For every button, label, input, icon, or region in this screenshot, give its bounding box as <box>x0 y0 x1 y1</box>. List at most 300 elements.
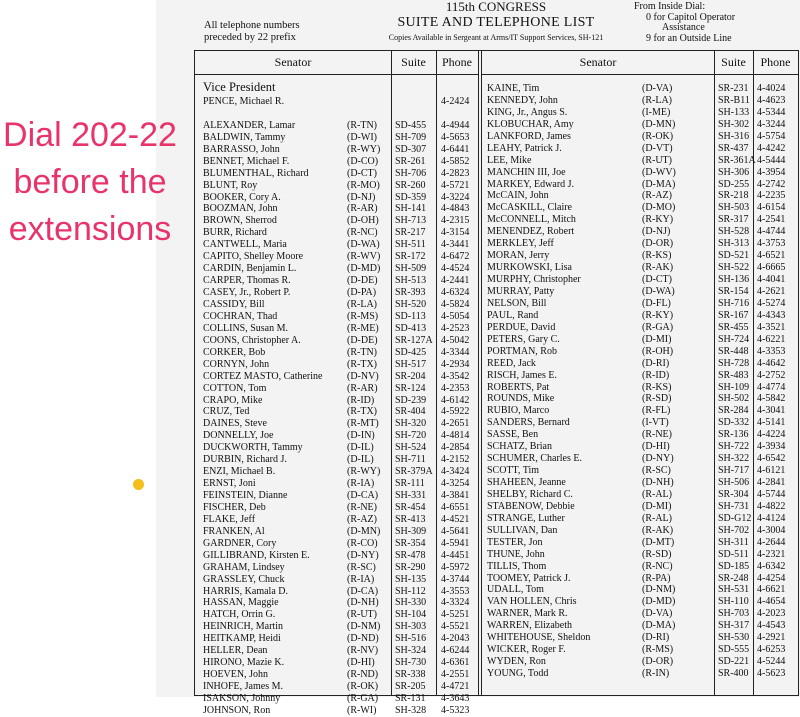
senator-name: FISCHER, Deb <box>203 501 266 513</box>
senator-name: CAPITO, Shelley Moore <box>203 251 304 263</box>
dial-instruction-annotation <box>0 112 180 253</box>
senator-party: (D-CT) <box>642 274 672 286</box>
senator-party: (D-VT) <box>642 142 673 154</box>
senator-suite: SH-728 <box>718 357 750 369</box>
senator-name: SCHUMER, Charles E. <box>487 453 582 465</box>
senator-party: (D-CA) <box>347 585 379 597</box>
senator-suite: SH-313 <box>718 238 750 250</box>
senator-name: TESTER, Jon <box>487 536 543 548</box>
senator-party: (D-NY) <box>642 453 674 465</box>
senator-phone: 4-2043 <box>441 633 470 645</box>
senator-party: (R-AZ) <box>642 190 672 202</box>
senator-name: ENZI, Michael B. <box>203 466 276 478</box>
senator-phone: 4-2921 <box>757 632 786 644</box>
senator-party: (D-RI) <box>642 357 670 369</box>
senator-party: (R-TX) <box>347 358 377 370</box>
senator-phone: 4-3753 <box>757 238 786 250</box>
senator-phone: 4-4721 <box>441 681 470 693</box>
senator-phone: 4-4224 <box>757 429 786 441</box>
senator-party: (R-SD) <box>642 548 672 560</box>
senator-suite: SR-483 <box>718 369 749 381</box>
senator-suite: SH-316 <box>718 130 750 142</box>
senator-name: VAN HOLLEN, Chris <box>487 596 577 608</box>
senator-party: (R-GA) <box>642 321 674 333</box>
senator-party: (D-MN) <box>642 118 676 130</box>
senator-name: BOOKER, Cory A. <box>203 191 281 203</box>
senator-party: (D-ND) <box>347 633 379 645</box>
senator-party: (R-AL) <box>642 488 672 500</box>
senator-party: (D-CO) <box>347 155 379 167</box>
senator-party: (R-MO) <box>347 179 380 191</box>
senator-party: (R-NE) <box>642 429 672 441</box>
senator-name: DUCKWORTH, Tammy <box>203 442 303 454</box>
senator-name: McCASKILL, Claire <box>487 202 572 214</box>
senator-phone: 4-6244 <box>441 645 470 657</box>
senator-suite: SR-478 <box>395 549 426 561</box>
senator-name: BALDWIN, Tammy <box>203 131 286 143</box>
senator-party: (R-TN) <box>347 119 377 131</box>
senator-suite: SH-717 <box>718 465 750 477</box>
senator-phone: 4-6551 <box>441 501 470 513</box>
senator-party: (R-PA) <box>642 572 671 584</box>
senator-suite: SR-304 <box>718 488 749 500</box>
senator-party: (R-NC) <box>642 560 673 572</box>
senator-party: (R-WV) <box>347 251 381 263</box>
senator-suite: SR-354 <box>395 537 426 549</box>
senator-suite: SH-706 <box>395 167 427 179</box>
senator-party: (R-AR) <box>347 203 378 215</box>
senator-name: LANKFORD, James <box>487 130 571 142</box>
senator-name: PORTMAN, Rob <box>487 345 557 357</box>
senator-name: TILLIS, Thom <box>487 560 547 572</box>
senator-party: (R-KY) <box>642 214 674 226</box>
senator-phone: 4-6441 <box>441 143 470 155</box>
senator-suite: SR-448 <box>718 345 749 357</box>
senator-phone: 4-2023 <box>757 608 786 620</box>
senator-name: HARRIS, Kamala D. <box>203 585 288 597</box>
senator-phone: 4-6665 <box>757 262 786 274</box>
senator-party: (R-KS) <box>642 250 672 262</box>
senator-name: BOOZMAN, John <box>203 203 278 215</box>
senator-phone: 4-5323 <box>441 704 470 716</box>
senator-suite: SR-136 <box>718 429 749 441</box>
senator-phone: 4-4451 <box>441 549 470 561</box>
senator-name: KLOBUCHAR, Amy <box>487 118 574 130</box>
senator-name: CASEY, Jr., Robert P. <box>203 287 291 299</box>
senator-name: HELLER, Dean <box>203 645 268 657</box>
senator-name: DONNELLY, Joe <box>203 430 274 442</box>
senator-suite: SH-528 <box>718 226 750 238</box>
senator-phone: 4-2235 <box>757 190 786 202</box>
senator-party: (D-MT) <box>642 536 675 548</box>
senator-phone: 4-3841 <box>441 490 470 502</box>
senator-phone: 4-5444 <box>757 154 786 166</box>
senator-suite: SR-154 <box>718 285 749 297</box>
senator-phone: 4-3643 <box>441 693 470 704</box>
senator-phone: 4-3424 <box>441 466 470 478</box>
senator-suite: SR-218 <box>718 190 749 202</box>
senator-suite: SR-393 <box>395 287 426 299</box>
senator-phone: 4-3553 <box>441 585 470 597</box>
document-header <box>346 0 646 44</box>
senator-name: MURRAY, Patty <box>487 285 555 297</box>
senator-party: (D-MA) <box>642 178 676 190</box>
senator-party: (D-MO) <box>642 202 676 214</box>
column-header-senator: Senator <box>195 51 391 75</box>
senator-name: CORKER, Bob <box>203 346 266 358</box>
senator-party: (R-KS) <box>642 381 672 393</box>
senator-party: (R-SD) <box>642 393 672 405</box>
senator-suite: SR-127A <box>395 334 433 346</box>
prefix-note-line: preceded by 22 prefix <box>204 32 296 43</box>
senator-name: MURPHY, Christopher <box>487 274 581 286</box>
senator-suite: SH-731 <box>718 500 750 512</box>
senator-party: (D-MD) <box>347 263 381 275</box>
senator-phone: 4-4623 <box>757 94 786 106</box>
senator-name: FRANKEN, Al <box>203 525 265 537</box>
senator-party: (R-KY) <box>642 309 674 321</box>
senator-name: MURKOWSKI, Lisa <box>487 262 572 274</box>
senator-name: CORTEZ MASTO, Catherine <box>203 370 323 382</box>
vice-president-heading: Vice President <box>203 80 276 94</box>
senator-phone: 4-5972 <box>441 561 470 573</box>
senator-suite: SR-454 <box>395 501 426 513</box>
senator-name: BURR, Richard <box>203 227 267 239</box>
senator-phone: 4-4744 <box>757 226 786 238</box>
senator-party: (D-MD) <box>642 596 676 608</box>
senator-suite: SH-309 <box>395 525 427 537</box>
senator-name: SHELBY, Richard C. <box>487 488 573 500</box>
congress-label: 115th CONGRESS <box>445 0 547 14</box>
senator-phone: 4-4124 <box>757 512 786 524</box>
senator-phone: 4-5744 <box>757 488 786 500</box>
inside-dial-line: 0 for Capitol Operator <box>646 11 736 23</box>
senator-suite: SH-112 <box>395 585 426 597</box>
senator-phone: 4-3954 <box>757 166 786 178</box>
senator-party: (R-NE) <box>347 501 377 513</box>
senator-suite: SR-284 <box>718 405 749 417</box>
copies-note: Copies Available in Sergeant at Arms/IT Support Services, SH-121 <box>388 33 604 42</box>
senator-phone: 4-3344 <box>441 346 470 358</box>
senator-party: (R-ID) <box>347 394 375 406</box>
inside-dial-note <box>634 2 735 44</box>
senator-suite: SH-302 <box>718 118 750 130</box>
senator-suite: SH-511 <box>395 239 426 251</box>
senator-suite: SD-185 <box>718 560 750 572</box>
senator-name: DAINES, Steve <box>203 418 267 430</box>
senator-party: (D-NM) <box>347 621 381 633</box>
senator-phone: 4-5721 <box>441 179 470 191</box>
senator-party: (D-NV) <box>347 370 379 382</box>
senator-suite: SH-702 <box>718 524 750 536</box>
senator-party: (R-MT) <box>347 418 379 430</box>
senator-party: (R-GA) <box>347 693 379 704</box>
senator-phone: 4-5054 <box>441 310 470 322</box>
senator-suite: SD-221 <box>718 656 750 668</box>
senator-party: (R-WI) <box>347 704 377 716</box>
senator-suite: SR-413 <box>395 513 426 525</box>
senator-party: (D-IN) <box>347 430 375 442</box>
senator-suite: SD-425 <box>395 346 427 358</box>
senator-phone: 4-5754 <box>757 130 786 142</box>
senator-suite: SR-B11 <box>718 94 750 106</box>
senator-phone: 4-6142 <box>441 394 470 406</box>
senator-party: (D-MN) <box>347 525 381 537</box>
senator-suite: SR-260 <box>395 179 426 191</box>
senator-phone: 4-4242 <box>757 142 786 154</box>
senator-name: GILLIBRAND, Kirsten E. <box>203 549 310 561</box>
senator-suite: SR-231 <box>718 83 749 94</box>
senator-name: MORAN, Jerry <box>487 250 550 262</box>
senator-party: (D-WV) <box>642 166 676 178</box>
senator-phone: 4-4524 <box>441 263 470 275</box>
senator-party: (R-AR) <box>347 382 378 394</box>
senator-phone: 4-2854 <box>441 442 470 454</box>
senator-suite: SH-136 <box>718 274 750 286</box>
senator-suite: SD-521 <box>718 250 750 262</box>
senator-phone: 4-6221 <box>757 333 786 345</box>
senator-name: PAUL, Rand <box>487 309 539 321</box>
senator-suite: SH-711 <box>395 454 426 466</box>
senator-name: BARRASSO, John <box>203 143 280 155</box>
senator-suite: SH-330 <box>395 597 427 609</box>
senator-party: (R-WY) <box>347 466 381 478</box>
senator-party: (R-OH) <box>642 345 674 357</box>
senator-suite: SH-135 <box>395 573 427 585</box>
senator-suite: SD-307 <box>395 143 427 155</box>
senator-party: (D-HI) <box>347 657 375 669</box>
senator-party: (D-CT) <box>347 167 377 179</box>
senator-suite: SH-506 <box>718 477 750 489</box>
senator-suite: SR-317 <box>718 214 749 226</box>
senator-phone: 4-4343 <box>757 309 786 321</box>
senator-party: (R-MS) <box>347 310 379 322</box>
senator-suite: SR-338 <box>395 669 426 681</box>
senator-party: (R-IA) <box>347 573 375 585</box>
senator-phone: 4-2353 <box>441 382 470 394</box>
senator-suite: SD-239 <box>395 394 427 406</box>
senator-party: (D-OR) <box>642 656 674 668</box>
senator-phone: 4-5623 <box>757 668 786 680</box>
senator-name: McCAIN, John <box>487 190 549 202</box>
senator-row <box>195 667 798 680</box>
senator-name: HIRONO, Mazie K. <box>203 657 285 669</box>
senator-party: (D-IL) <box>347 442 374 454</box>
senator-name: KENNEDY, John <box>487 94 558 106</box>
senator-suite: SR-361A <box>718 154 756 166</box>
senator-suite: SR-400 <box>718 668 749 680</box>
senator-phone: 4-6621 <box>757 584 786 596</box>
column-header-suite: Suite <box>391 51 436 75</box>
senator-name: ROBERTS, Pat <box>487 381 550 393</box>
senator-phone: 4-4254 <box>757 572 786 584</box>
senator-suite: SR-204 <box>395 370 426 382</box>
senator-suite: SH-331 <box>395 490 427 502</box>
senator-suite: SH-520 <box>395 298 427 310</box>
senator-phone: 4-3521 <box>757 321 786 333</box>
senator-phone: 4-3324 <box>441 597 470 609</box>
prefix-note-line: All telephone numbers <box>204 20 300 31</box>
senator-phone: 4-4944 <box>441 119 470 131</box>
senator-name: RUBIO, Marco <box>487 405 550 417</box>
column-header-suite: Suite <box>714 51 753 75</box>
senator-suite: SH-303 <box>395 621 427 633</box>
senator-phone: 4-5941 <box>441 537 470 549</box>
senator-party: (R-WY) <box>347 143 381 155</box>
senator-name: MARKEY, Edward J. <box>487 178 575 190</box>
senator-phone: 4-5244 <box>757 656 786 668</box>
senator-suite: SH-141 <box>395 203 427 215</box>
senator-suite: SR-131 <box>395 693 426 704</box>
senator-name: HEINRICH, Martin <box>203 621 283 633</box>
column-header-phone: Phone <box>753 51 798 75</box>
senator-phone: 4-3154 <box>441 227 470 239</box>
senator-suite: SR-455 <box>718 321 749 333</box>
senator-suite: SD-555 <box>718 644 750 656</box>
senator-party: (R-AL) <box>642 512 672 524</box>
senator-suite: SH-709 <box>395 131 427 143</box>
senator-phone: 4-6342 <box>757 560 786 572</box>
senator-phone: 4-4521 <box>441 513 470 525</box>
senator-party: (D-MI) <box>642 500 672 512</box>
senator-phone: 4-2315 <box>441 215 470 227</box>
senator-phone: 4-5141 <box>757 417 786 429</box>
senator-suite: SH-522 <box>718 262 750 274</box>
senator-party: (D-CA) <box>347 490 379 502</box>
senator-suite: SH-104 <box>395 609 427 621</box>
senator-name: CANTWELL, Maria <box>203 239 287 251</box>
senator-phone: 4-6253 <box>757 644 786 656</box>
senator-party: (R-ID) <box>642 369 670 381</box>
senator-phone: 4-2752 <box>757 369 786 381</box>
senator-phone: 4-2934 <box>441 358 470 370</box>
senator-party: (D-FL) <box>642 297 671 309</box>
document-title: SUITE AND TELEPHONE LIST <box>397 15 595 30</box>
senator-name: BLUNT, Roy <box>203 179 258 191</box>
senator-directory-table <box>194 50 799 716</box>
senator-phone: 4-2541 <box>757 214 786 226</box>
senator-name: STRANGE, Luther <box>487 512 565 524</box>
senator-name: McCONNELL, Mitch <box>487 214 576 226</box>
senator-phone: 4-2321 <box>757 548 786 560</box>
senator-party: (R-SC) <box>347 561 376 573</box>
senator-name: MENENDEZ, Robert <box>487 226 575 238</box>
senator-party: (R-ND) <box>347 669 379 681</box>
senator-name: SCOTT, Tim <box>487 465 540 477</box>
inside-dial-line: 9 for an Outside Line <box>646 32 732 44</box>
senator-name: HEITKAMP, Heidi <box>203 633 281 645</box>
senator-name: MANCHIN III, Joe <box>487 166 566 178</box>
senator-suite: SH-722 <box>718 441 750 453</box>
bullet-dot-icon <box>133 479 144 490</box>
senator-phone: 4-2841 <box>757 477 786 489</box>
senator-phone: 4-4642 <box>757 357 786 369</box>
senator-phone: 4-3004 <box>757 524 786 536</box>
senator-suite: SD-359 <box>395 191 427 203</box>
senator-phone: 4-5344 <box>757 106 786 118</box>
senator-suite: SH-306 <box>718 166 750 178</box>
senator-name: ERNST, Joni <box>203 478 256 490</box>
senator-phone: 4-3934 <box>757 441 786 453</box>
senator-name: INHOFE, James M. <box>203 681 283 693</box>
senator-phone: 4-6472 <box>441 251 470 263</box>
senator-suite: SR-290 <box>395 561 426 573</box>
senator-name: YOUNG, Todd <box>487 668 549 680</box>
senator-name: CORNYN, John <box>203 358 270 370</box>
senator-party: (R-SC) <box>642 465 671 477</box>
senator-name: COCHRAN, Thad <box>203 310 278 322</box>
senator-name: FEINSTEIN, Dianne <box>203 490 288 502</box>
senator-party: (D-VA) <box>642 608 673 620</box>
senator-name: CRAPO, Mike <box>203 394 263 406</box>
senator-name: SCHATZ, Brian <box>487 441 552 453</box>
inside-dial-line: From Inside Dial: <box>634 1 706 12</box>
senator-suite: SH-720 <box>395 430 427 442</box>
senator-suite: SH-328 <box>395 704 427 716</box>
senator-party: (R-CO) <box>347 537 378 549</box>
senator-party: (R-AK) <box>642 524 674 536</box>
senator-phone: 4-4822 <box>757 500 786 512</box>
senator-suite: SH-716 <box>718 297 750 309</box>
senator-name: CASSIDY, Bill <box>203 298 265 310</box>
senator-suite: SD-255 <box>718 178 750 190</box>
senator-phone: 4-3744 <box>441 573 470 585</box>
senator-phone: 4-2523 <box>441 322 470 334</box>
senator-party: (D-MA) <box>642 620 676 632</box>
senator-suite: SH-703 <box>718 608 750 620</box>
senator-party: (R-AK) <box>642 262 674 274</box>
senator-suite: SD-413 <box>395 322 427 334</box>
senator-name: RISCH, James E. <box>487 369 557 381</box>
senator-suite: SD-113 <box>395 310 426 322</box>
senator-name: STABENOW, Debbie <box>487 500 575 512</box>
senator-phone: 4-5641 <box>441 525 470 537</box>
senator-party: (D-WA) <box>642 285 675 297</box>
senator-phone: 4-5274 <box>757 297 786 309</box>
senator-phone: 4-4774 <box>757 381 786 393</box>
senator-party: (R-TN) <box>347 346 377 358</box>
senator-suite: SH-311 <box>718 536 749 548</box>
senator-phone: 4-4654 <box>757 596 786 608</box>
senator-suite: SH-724 <box>718 333 750 345</box>
senator-party: (D-DE) <box>347 334 378 346</box>
senator-name: WARNER, Mark R. <box>487 608 568 620</box>
senator-name: HOEVEN, John <box>203 669 268 681</box>
senator-name: WYDEN, Ron <box>487 656 546 668</box>
senator-phone: 4-6521 <box>757 250 786 262</box>
senator-phone: 4-4024 <box>757 83 786 94</box>
senator-name: SULLIVAN, Dan <box>487 524 558 536</box>
senator-name: KING, Jr., Angus S. <box>487 106 568 118</box>
column-header-phone: Phone <box>436 51 478 75</box>
senator-name: COONS, Christopher A. <box>203 334 301 346</box>
senator-name: DURBIN, Richard J. <box>203 454 287 466</box>
senator-suite: SH-530 <box>718 632 750 644</box>
senator-party: (R-MS) <box>642 644 674 656</box>
senator-suite: SH-133 <box>718 106 750 118</box>
senator-suite: SH-516 <box>395 633 427 645</box>
senator-row <box>195 704 798 717</box>
senator-phone: 4-4041 <box>757 274 786 286</box>
senator-phone: 4-6324 <box>441 287 470 299</box>
senator-phone: 4-5653 <box>441 131 470 143</box>
senator-suite: SR-248 <box>718 572 749 584</box>
senator-party: (D-HI) <box>642 441 670 453</box>
senator-party: (R-LA) <box>642 94 672 106</box>
senator-suite: SR-217 <box>395 227 426 239</box>
senator-suite: SD-511 <box>718 548 749 560</box>
senator-phone: 4-3254 <box>441 478 470 490</box>
